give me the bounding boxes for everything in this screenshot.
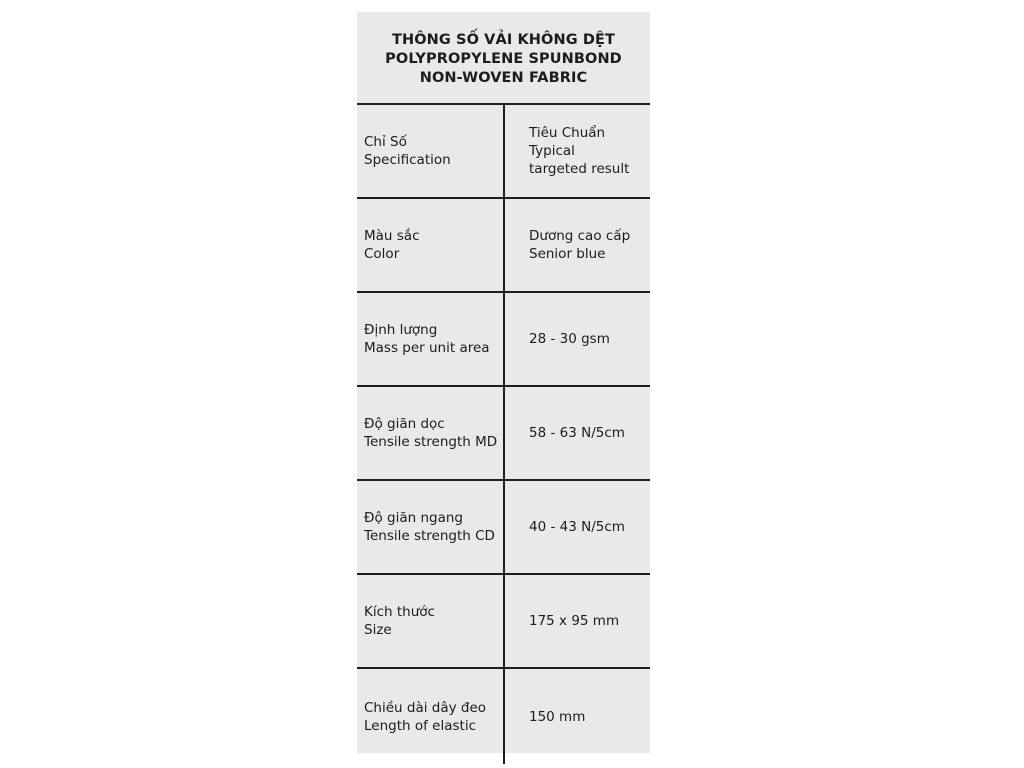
value-line: targeted result [529,161,630,177]
spec-label-en: Specification [364,152,451,168]
column-divider [503,387,505,479]
value-cell [529,105,649,197]
spec-cell [364,575,500,667]
spec-label-vi: Kích thước [364,604,435,620]
column-divider [503,199,505,291]
table-row-color [357,197,650,291]
spec-label-vi: Định lượng [364,322,438,338]
value-line: 40 - 43 N/5cm [529,519,625,535]
column-divider [503,669,505,764]
spec-cell [364,481,500,573]
value-cell [529,669,649,764]
value-cell [529,387,649,479]
spec-label-en: Mass per unit area [364,340,490,356]
table-row-size [357,573,650,667]
column-divider [503,293,505,385]
card-title [357,12,650,104]
spec-label-vi: Độ giãn dọc [364,416,445,432]
table-row-elastic [357,667,650,764]
value-line: 175 x 95 mm [529,613,620,629]
value-cell [529,293,649,385]
value-line: 150 mm [529,708,586,725]
spec-label-vi: Chỉ Số [364,134,407,150]
spec-cell [364,105,500,197]
value-line: Typical [529,143,575,159]
value-cell [529,199,649,291]
title-line: THÔNG SỐ VẢI KHÔNG DỆT [392,31,615,48]
value-cell [529,575,649,667]
spec-label-en: Length of elastic [364,717,476,734]
value-line: 58 - 63 N/5cm [529,425,625,441]
spec-table [357,103,650,764]
value-line: 28 - 30 gsm [529,331,610,347]
table-row-header [357,103,650,197]
spec-label-vi: Màu sắc [364,228,420,244]
title-line: NON-WOVEN FABRIC [419,69,588,86]
value-line: Dương cao cấp [529,228,631,244]
column-divider [503,481,505,573]
spec-cell [364,387,500,479]
spec-label-en: Size [364,622,392,638]
spec-label-vi: Độ giãn ngang [364,510,463,526]
spec-label-en: Tensile strength CD [364,528,495,544]
spec-label-en: Color [364,246,400,262]
title-line: POLYPROPYLENE SPUNBOND [385,50,622,67]
table-row-tensile-cd [357,479,650,573]
column-divider [503,105,505,197]
value-line: Tiêu Chuẩn [529,125,606,141]
table-row-tensile-md [357,385,650,479]
spec-cell [364,293,500,385]
spec-label-en: Tensile strength MD [364,434,498,450]
table-row-mass [357,291,650,385]
spec-card [357,12,650,753]
spec-label-vi: Chiều dài dây đeo [364,699,487,716]
value-cell [529,481,649,573]
value-line: Senior blue [529,246,606,262]
spec-cell [364,669,500,764]
spec-cell [364,199,500,291]
column-divider [503,575,505,667]
